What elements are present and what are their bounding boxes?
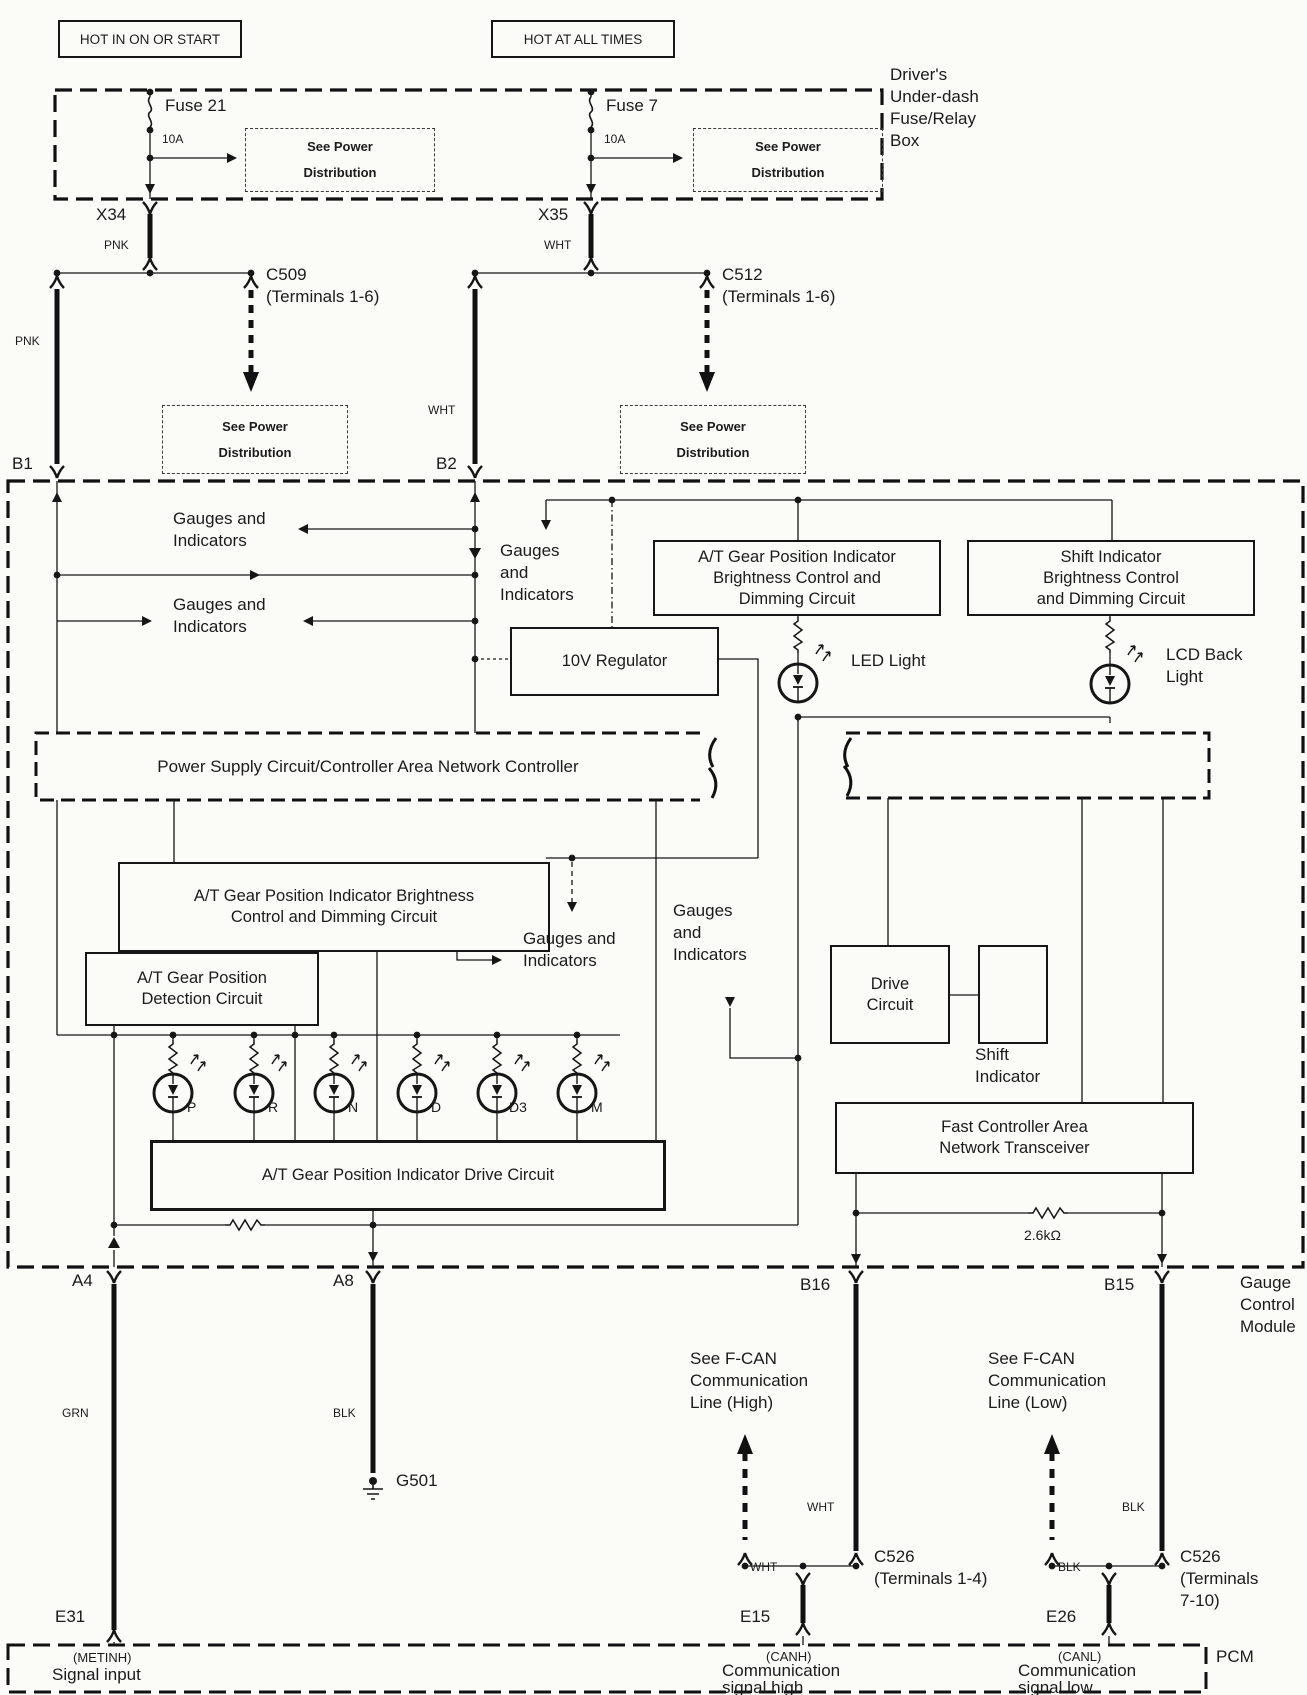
label-line: Gauge — [1240, 1273, 1292, 1292]
callout-line: Under-dash — [890, 87, 979, 106]
x34-x35-wires — [150, 214, 591, 258]
at-brightness-left-box — [118, 862, 550, 952]
gear-led-symbols — [154, 1040, 609, 1112]
label-line: Indicators — [173, 531, 247, 550]
box-line: A/T Gear Position Indicator Brightness — [193, 887, 475, 905]
gear-r-label: R — [268, 1099, 279, 1115]
label-line: See F-CAN — [690, 1349, 777, 1368]
label-line: Communication — [1018, 1661, 1137, 1680]
c512-terminals: (Terminals 1-6) — [722, 287, 836, 306]
box-line: A/T Gear Position Indicator — [698, 547, 896, 566]
gauges-label-1 — [173, 508, 266, 552]
label-line: 7-10) — [1180, 1591, 1220, 1610]
callout-line: Fuse/Relay — [890, 109, 976, 128]
see-power-line2: Distribution — [303, 165, 377, 180]
fuse21-rating: 10A — [162, 132, 184, 146]
box-line: Detection Circuit — [141, 990, 263, 1008]
label-line: Indicators — [523, 951, 597, 970]
e31-label: E31 — [55, 1607, 86, 1626]
b15-wire-color: BLK — [1122, 1500, 1145, 1514]
label-line: Indicators — [173, 617, 247, 636]
gauges-label-2 — [173, 594, 266, 638]
box-line: Fast Controller Area — [941, 1118, 1088, 1136]
label-line: Indicators — [500, 585, 574, 604]
box-line: Control and Dimming Circuit — [230, 908, 438, 926]
fuse7-rating: 10A — [604, 132, 626, 146]
gear-m-label: M — [591, 1099, 603, 1115]
box-line: Shift Indicator — [1060, 547, 1162, 566]
gear-d3-label: D3 — [509, 1099, 527, 1115]
label-line: signal high — [722, 1678, 804, 1695]
box-line: Brightness Control and — [713, 568, 881, 587]
shift-brightness-box — [967, 540, 1255, 616]
label-line: Line (Low) — [988, 1393, 1068, 1412]
label-line: Indicator — [975, 1067, 1041, 1086]
see-power-line1: See Power — [755, 139, 821, 154]
see-power-line2: Distribution — [218, 444, 292, 460]
gauges-label-3 — [500, 540, 574, 606]
gauges-label-4 — [523, 928, 616, 972]
e26-label: E26 — [1046, 1607, 1077, 1626]
gear-n-label: N — [348, 1099, 359, 1115]
fcan-high-label — [690, 1348, 808, 1414]
c509-terminals: (Terminals 1-6) — [266, 287, 380, 306]
label-line: Light — [1166, 667, 1203, 686]
label-line: Control — [1240, 1295, 1295, 1314]
signal-input-label: Signal input — [52, 1665, 141, 1684]
x35-label: X35 — [538, 205, 569, 224]
c509-label: C509 — [266, 265, 307, 284]
canh-label: (CANH) — [766, 1649, 812, 1664]
label-line: Gauges and — [523, 929, 616, 948]
box-line: A/T Gear Position — [137, 969, 267, 987]
see-power-line2: Distribution — [676, 444, 750, 460]
fcan-dashed-stubs — [745, 1452, 1052, 1540]
gauge-control-module-label — [1240, 1272, 1296, 1338]
fcan-low-label — [988, 1348, 1106, 1414]
box-line: Network Transceiver — [939, 1139, 1090, 1157]
label-line: and — [673, 923, 702, 942]
see-power-box-4 — [620, 405, 806, 474]
fuse7-label: Fuse 7 — [606, 96, 658, 115]
c526-high-label — [874, 1546, 987, 1590]
label-line: Communication — [690, 1371, 809, 1390]
label-line: Line (High) — [690, 1393, 774, 1412]
box-line: Circuit — [866, 995, 914, 1014]
b16-wire-color: WHT — [807, 1500, 835, 1514]
a8-label: A8 — [333, 1271, 354, 1290]
b1-wire-color: PNK — [15, 334, 40, 348]
callout-line: Box — [890, 131, 920, 150]
box-line: and Dimming Circuit — [1036, 589, 1186, 608]
label-line: See F-CAN — [988, 1349, 1075, 1368]
can-resistor-label: 2.6kΩ — [1024, 1227, 1061, 1243]
b2-diode — [469, 548, 481, 559]
b1-label: B1 — [12, 454, 33, 473]
g501-label: G501 — [396, 1471, 438, 1490]
detection-circuit-box — [85, 952, 319, 1026]
label-line: Gauges and — [173, 509, 266, 528]
lcd-backlight-label — [1166, 644, 1243, 688]
x34-wire-color: PNK — [104, 238, 129, 252]
label-line: Communication — [722, 1661, 841, 1680]
seven-segment-box — [978, 945, 1048, 1044]
label-line: Gauges and — [173, 595, 266, 614]
led-light-label: LED Light — [851, 651, 926, 670]
band-text: Power Supply Circuit/Controller Area Network Controller — [157, 756, 579, 776]
label-line: Gauges — [500, 541, 560, 560]
box-line: Drive — [870, 974, 910, 993]
at-brightness-top-box — [653, 540, 941, 616]
a4-wire-color: GRN — [62, 1406, 89, 1420]
callout-line: Driver's — [890, 65, 948, 84]
hot-left-label: HOT IN ON OR START — [79, 31, 221, 47]
label-line: and — [500, 563, 529, 582]
box-line: Dimming Circuit — [738, 589, 856, 608]
label-line: Indicators — [673, 945, 747, 964]
fuse21-label: Fuse 21 — [165, 96, 227, 115]
b15-label: B15 — [1104, 1275, 1135, 1294]
gauges-label-5 — [673, 900, 747, 966]
label-line: (Terminals 1-4) — [874, 1569, 988, 1588]
a4-diode — [108, 1237, 120, 1248]
see-power-line1: See Power — [307, 139, 373, 154]
gear-p-label: P — [187, 1099, 197, 1115]
comm-low-label — [1018, 1662, 1136, 1695]
label-line: Shift — [975, 1045, 1010, 1064]
regulator-box — [510, 627, 719, 696]
see-power-line1: See Power — [680, 418, 746, 434]
b2-wire-color: WHT — [428, 403, 456, 417]
power-supply-band-braces — [709, 738, 851, 798]
see-power-line1: See Power — [222, 418, 288, 434]
label-line: C526 — [1180, 1547, 1221, 1566]
hot-right-label: HOT AT ALL TIMES — [523, 31, 643, 47]
x34-label: X34 — [96, 205, 127, 224]
see-power-line2: Distribution — [751, 165, 825, 180]
c512-label: C512 — [722, 265, 763, 284]
x35-wire-color: WHT — [544, 238, 572, 252]
box-line: Brightness Control — [1043, 568, 1179, 587]
see-power-box-1 — [245, 128, 435, 192]
see-power-box-2 — [693, 128, 883, 192]
a4-label: A4 — [72, 1271, 93, 1290]
b2-label: B2 — [436, 454, 457, 473]
hot-in-on-start-box — [58, 20, 242, 58]
bottom-wires — [114, 1284, 1162, 1630]
label-line: Gauges — [673, 901, 733, 920]
fast-can-box — [835, 1102, 1194, 1174]
canl-label: (CANL) — [1058, 1649, 1102, 1664]
label-line: C526 — [874, 1547, 915, 1566]
e15-wire-color: WHT — [750, 1560, 778, 1574]
gear-drive-box — [150, 1140, 666, 1211]
regulator-label: 10V Regulator — [561, 652, 668, 670]
c526-low-label — [1180, 1546, 1258, 1612]
c526-junction-lines — [114, 1566, 1162, 1645]
label-line: LCD Back — [1166, 645, 1243, 664]
shift-indicator-label — [975, 1044, 1040, 1088]
fusebox-callout — [890, 64, 979, 152]
label-line: signal low — [1018, 1678, 1093, 1695]
drive-circuit-box — [830, 945, 950, 1044]
a8-wire-color: BLK — [333, 1406, 356, 1420]
label-line: Module — [1240, 1317, 1296, 1336]
box-line: A/T Gear Position Indicator Drive Circuit — [261, 1166, 555, 1184]
label-line: (Terminals — [1180, 1569, 1259, 1588]
power-supply-band-label — [36, 733, 700, 800]
b16-label: B16 — [800, 1275, 831, 1294]
gear-d-label: D — [431, 1099, 442, 1115]
comm-high-label — [722, 1662, 840, 1695]
label-line: Communication — [988, 1371, 1107, 1390]
see-power-box-3 — [162, 405, 348, 474]
e26-wire-color: BLK — [1058, 1560, 1081, 1574]
pcm-label: PCM — [1216, 1647, 1254, 1666]
hot-at-all-times-box — [491, 20, 675, 58]
metinh-label: (METINH) — [73, 1650, 132, 1665]
e15-label: E15 — [740, 1607, 771, 1626]
